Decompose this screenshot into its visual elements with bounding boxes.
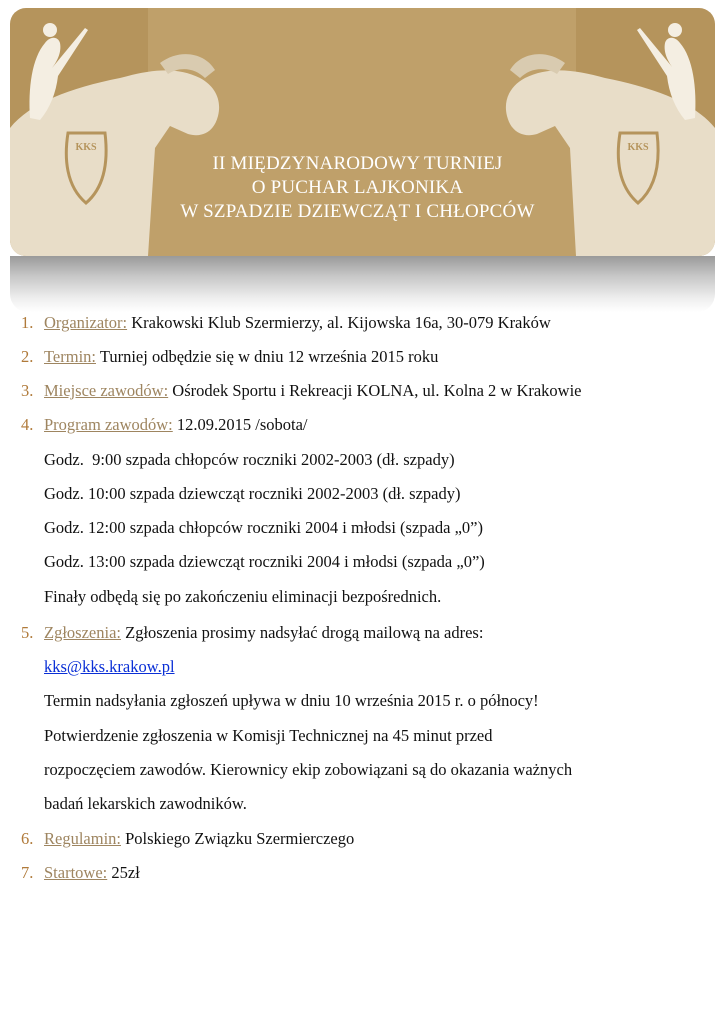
rules-label: Regulamin: (44, 829, 121, 848)
right-fencer-mask (668, 23, 682, 37)
program-text: 12.09.2015 /sobota/ (176, 415, 308, 434)
program-line-2: Godz. 10:00 szpada dziewcząt roczniki 2002-2003 (dł. szpady) (44, 484, 461, 503)
title-line-3: W SZPADZIE DZIEWCZĄT I CHŁOPCÓW (180, 201, 535, 222)
title-line-2: O PUCHAR LAJKONIKA (251, 177, 464, 198)
item-number: 4. (21, 415, 34, 434)
rules-text: Polskiego Związku Szermierczego (125, 829, 355, 848)
program-line-4: Godz. 13:00 szpada dziewcząt roczniki 2004 i młodsi (szpada „0”) (44, 552, 485, 571)
registration-label: Zgłoszenia: (44, 623, 121, 642)
venue-text: Ośrodek Sportu i Rekreacji KOLNA, ul. Kolna 2 w Krakowie (172, 381, 582, 400)
registration-line-2: Potwierdzenie zgłoszenia w Komisji Technicznej na 45 minut przed (44, 726, 493, 745)
organizer-text: Krakowski Klub Szermierzy, al. Kijowska 16a, 30-079 Kraków (131, 313, 551, 332)
program-label: Program zawodów: (44, 415, 173, 434)
fee-text: 25zł (111, 863, 140, 882)
venue-label: Miejsce zawodów: (44, 381, 169, 400)
registration-text: Zgłoszenia prosimy nadsyłać drogą mailową na adres: (125, 623, 484, 642)
fee-label: Startowe: (44, 863, 108, 882)
item-number: 3. (21, 381, 34, 400)
date-text: Turniej odbędzie się w dniu 12 września 2015 roku (99, 347, 439, 366)
item-number: 5. (21, 623, 34, 642)
svg-text:KKS: KKS (627, 142, 649, 153)
tournament-title (150, 152, 565, 224)
left-fencer-mask (43, 23, 57, 37)
program-line-5: Finały odbędą się po zakończeniu eliminacji bezpośrednich. (44, 587, 442, 606)
program-line-3: Godz. 12:00 szpada chłopców roczniki 2004 i młodsi (szpada „0”) (44, 518, 483, 537)
item-number: 1. (21, 313, 34, 332)
banner-reflection (10, 256, 715, 312)
registration-email-link[interactable]: kks@kks.krakow.pl (44, 657, 175, 676)
item-number: 7. (21, 863, 34, 882)
registration-line-3: rozpoczęciem zawodów. Kierownicy ekip zobowiązani są do okazania ważnych (44, 760, 573, 779)
item-number: 6. (21, 829, 34, 848)
item-number: 2. (21, 347, 34, 366)
title-line-1: II MIĘDZYNARODOWY TURNIEJ (212, 153, 503, 174)
organizer-label: Organizator: (44, 313, 128, 332)
registration-line-1: Termin nadsyłania zgłoszeń upływa w dniu 10 września 2015 r. o północy! (44, 691, 539, 710)
svg-text:KKS: KKS (75, 142, 97, 153)
registration-line-4: badań lekarskich zawodników. (44, 794, 247, 813)
program-line-1: Godz. 9:00 szpada chłopców roczniki 2002-2003 (dł. szpady) (44, 450, 455, 469)
date-label: Termin: (44, 347, 96, 366)
